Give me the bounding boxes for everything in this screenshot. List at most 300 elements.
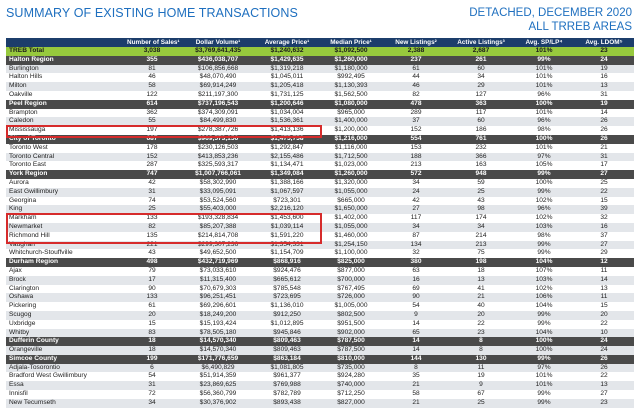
area-name-cell: New Tecumseth: [6, 399, 124, 408]
value-cell: 59: [448, 179, 514, 188]
area-name-cell: Toronto West: [6, 144, 124, 153]
area-name-cell: Toronto Central: [6, 153, 124, 162]
value-cell: $740,000: [318, 381, 384, 390]
value-cell: 63: [384, 267, 448, 276]
table-row: [6, 197, 634, 206]
value-cell: $33,095,091: [180, 188, 256, 197]
table-row: [6, 329, 634, 338]
table-row: [6, 91, 634, 100]
value-cell: 130: [448, 355, 514, 364]
column-header: Average Price¹: [256, 38, 318, 47]
value-cell: 152: [124, 153, 180, 162]
table-row: [6, 126, 634, 135]
value-cell: 18: [448, 267, 514, 276]
area-name-cell: Oakville: [6, 91, 124, 100]
value-cell: 98%: [514, 126, 574, 135]
value-cell: 13: [448, 276, 514, 285]
table-row: [6, 73, 634, 82]
value-cell: $214,814,708: [180, 232, 256, 241]
value-cell: 69: [384, 285, 448, 294]
area-name-cell: East Gwillimbury: [6, 188, 124, 197]
value-cell: $1,429,635: [256, 56, 318, 65]
value-cell: 35: [384, 372, 448, 381]
value-cell: 380: [384, 258, 448, 267]
value-cell: 102%: [514, 214, 574, 223]
area-name-cell: York Region: [6, 170, 124, 179]
value-cell: 34: [124, 399, 180, 408]
value-cell: 21: [448, 293, 514, 302]
value-cell: 99%: [514, 320, 574, 329]
value-cell: 20: [574, 311, 634, 320]
value-cell: 32: [574, 214, 634, 223]
value-cell: 188: [384, 153, 448, 162]
value-cell: 29: [448, 82, 514, 91]
value-cell: 99%: [514, 399, 574, 408]
value-cell: $992,495: [318, 73, 384, 82]
value-cell: 8: [384, 364, 448, 373]
value-cell: 99%: [514, 311, 574, 320]
table-row: [6, 311, 634, 320]
value-cell: $785,548: [256, 285, 318, 294]
table-row: [6, 302, 634, 311]
table-row: [6, 223, 634, 232]
value-cell: $902,000: [318, 329, 384, 338]
value-cell: 58: [124, 82, 180, 91]
value-cell: 144: [384, 355, 448, 364]
value-cell: 40: [448, 302, 514, 311]
value-cell: 99%: [514, 188, 574, 197]
value-cell: 24: [574, 337, 634, 346]
value-cell: $1,254,150: [318, 241, 384, 250]
value-cell: $700,000: [318, 276, 384, 285]
value-cell: $827,000: [318, 399, 384, 408]
value-cell: 34: [448, 223, 514, 232]
value-cell: 60: [448, 117, 514, 126]
value-cell: $85,207,388: [180, 223, 256, 232]
value-cell: 261: [448, 56, 514, 65]
value-cell: $18,249,200: [180, 311, 256, 320]
value-cell: $1,007,766,061: [180, 170, 256, 179]
value-cell: 19: [448, 372, 514, 381]
value-cell: 54: [384, 302, 448, 311]
value-cell: $30,376,902: [180, 399, 256, 408]
value-cell: $48,070,490: [180, 73, 256, 82]
value-cell: 18: [124, 346, 180, 355]
table-row: [6, 249, 634, 258]
value-cell: $726,000: [318, 293, 384, 302]
value-cell: 174: [448, 214, 514, 223]
value-cell: $325,593,317: [180, 161, 256, 170]
value-cell: 9: [448, 381, 514, 390]
value-cell: $782,789: [256, 390, 318, 399]
value-cell: $2,155,486: [256, 153, 318, 162]
value-cell: $1,154,709: [256, 249, 318, 258]
table-row: [6, 188, 634, 197]
value-cell: 100%: [514, 135, 574, 144]
value-cell: 16: [574, 223, 634, 232]
value-cell: 100%: [514, 337, 574, 346]
value-cell: 34: [384, 223, 448, 232]
value-cell: 101%: [514, 144, 574, 153]
value-cell: 134: [384, 241, 448, 250]
value-cell: $374,309,091: [180, 109, 256, 118]
value-cell: 101%: [514, 372, 574, 381]
value-cell: $1,100,000: [318, 249, 384, 258]
value-cell: 572: [384, 170, 448, 179]
column-header: Median Price¹: [318, 38, 384, 47]
value-cell: $1,034,004: [256, 109, 318, 118]
table-header-row: [6, 38, 634, 47]
value-cell: 61: [124, 302, 180, 311]
value-cell: $712,250: [318, 390, 384, 399]
value-cell: 12: [574, 258, 634, 267]
value-cell: 27: [574, 170, 634, 179]
value-cell: 104%: [514, 329, 574, 338]
value-cell: 366: [448, 153, 514, 162]
value-cell: 22: [574, 320, 634, 329]
table-row: [6, 144, 634, 153]
value-cell: 117: [448, 109, 514, 118]
value-cell: $1,562,500: [318, 91, 384, 100]
value-cell: 17: [574, 161, 634, 170]
value-cell: 21: [574, 144, 634, 153]
region-row: [6, 100, 634, 109]
value-cell: $1,413,136: [256, 126, 318, 135]
table-row: [6, 214, 634, 223]
value-cell: 133: [124, 214, 180, 223]
column-header: Active Listings³: [448, 38, 514, 47]
value-cell: 8: [448, 337, 514, 346]
value-cell: 23: [574, 47, 634, 56]
value-cell: 31: [574, 153, 634, 162]
value-cell: $15,193,424: [180, 320, 256, 329]
value-cell: 20: [448, 311, 514, 320]
area-name-cell: Brampton: [6, 109, 124, 118]
value-cell: 10: [574, 329, 634, 338]
table-row: [6, 390, 634, 399]
value-cell: 133: [124, 293, 180, 302]
value-cell: 100%: [514, 346, 574, 355]
value-cell: 2,687: [448, 47, 514, 56]
table-row: [6, 381, 634, 390]
value-cell: 99%: [514, 170, 574, 179]
area-name-cell: Burlington: [6, 65, 124, 74]
value-cell: 87: [384, 232, 448, 241]
value-cell: 27: [574, 241, 634, 250]
value-cell: $193,328,834: [180, 214, 256, 223]
value-cell: $1,354,331: [256, 241, 318, 250]
value-cell: 25: [448, 188, 514, 197]
value-cell: 55: [124, 117, 180, 126]
value-cell: 23: [574, 399, 634, 408]
value-cell: 96%: [514, 91, 574, 100]
value-cell: 20: [124, 311, 180, 320]
value-cell: 6: [124, 364, 180, 373]
value-cell: 31: [574, 91, 634, 100]
area-name-cell: Oshawa: [6, 293, 124, 302]
table-row: [6, 346, 634, 355]
value-cell: 27: [384, 205, 448, 214]
table-body: [6, 47, 634, 408]
value-cell: $171,776,659: [180, 355, 256, 364]
value-cell: 58: [384, 390, 448, 399]
value-cell: $55,403,000: [180, 205, 256, 214]
table-row: [6, 179, 634, 188]
value-cell: $1,134,471: [256, 161, 318, 170]
value-cell: 197: [124, 126, 180, 135]
value-cell: $3,769,641,435: [180, 47, 256, 56]
value-cell: $2,216,120: [256, 205, 318, 214]
value-cell: 26: [574, 135, 634, 144]
value-cell: 39: [574, 205, 634, 214]
value-cell: 60: [448, 65, 514, 74]
value-cell: 237: [384, 56, 448, 65]
value-cell: 213: [448, 241, 514, 250]
value-cell: 24: [574, 346, 634, 355]
value-cell: 214: [448, 232, 514, 241]
value-cell: 29: [574, 249, 634, 258]
value-cell: 2,388: [384, 47, 448, 56]
region-row: [6, 135, 634, 144]
value-cell: $1,400,000: [318, 117, 384, 126]
region-row: [6, 258, 634, 267]
area-name-cell: Ajax: [6, 267, 124, 276]
region-row: [6, 355, 634, 364]
value-cell: 15: [574, 197, 634, 206]
value-cell: 213: [384, 161, 448, 170]
value-cell: $14,570,340: [180, 346, 256, 355]
area-name-cell: Whitby: [6, 329, 124, 338]
table-row: [6, 399, 634, 408]
column-header: Avg. LDOM⁵: [574, 38, 634, 47]
value-cell: $1,200,000: [318, 126, 384, 135]
table-row: [6, 285, 634, 294]
area-name-cell: Durham Region: [6, 258, 124, 267]
value-cell: $1,039,114: [256, 223, 318, 232]
value-cell: 21: [384, 381, 448, 390]
report-subtitle: [469, 6, 632, 34]
value-cell: 15: [574, 302, 634, 311]
area-name-cell: Simcoe County: [6, 355, 124, 364]
column-header: New Listings²: [384, 38, 448, 47]
value-cell: $230,126,503: [180, 144, 256, 153]
value-cell: $769,988: [256, 381, 318, 390]
value-cell: $809,463: [256, 346, 318, 355]
value-cell: 83: [124, 329, 180, 338]
value-cell: 26: [574, 364, 634, 373]
value-cell: $1,130,393: [318, 82, 384, 91]
value-cell: $1,320,000: [318, 179, 384, 188]
value-cell: 363: [448, 100, 514, 109]
table-row: [6, 82, 634, 91]
value-cell: $723,695: [256, 293, 318, 302]
value-cell: $1,475,758: [256, 135, 318, 144]
value-cell: $278,387,726: [180, 126, 256, 135]
value-cell: 26: [574, 355, 634, 364]
value-cell: 13: [574, 82, 634, 91]
value-cell: 103%: [514, 223, 574, 232]
area-name-cell: Brock: [6, 276, 124, 285]
value-cell: 14: [384, 320, 448, 329]
value-cell: 31: [124, 188, 180, 197]
value-cell: 16: [574, 73, 634, 82]
value-cell: 17: [124, 276, 180, 285]
area-name-cell: Pickering: [6, 302, 124, 311]
value-cell: 100%: [514, 100, 574, 109]
value-cell: 101%: [514, 82, 574, 91]
value-cell: $1,092,500: [318, 47, 384, 56]
value-cell: 122: [124, 91, 180, 100]
value-cell: $810,000: [318, 355, 384, 364]
value-cell: 199: [124, 355, 180, 364]
value-cell: 117: [384, 214, 448, 223]
total-row: [6, 47, 634, 56]
column-header: Dollar Volume¹: [180, 38, 256, 47]
value-cell: $53,524,560: [180, 197, 256, 206]
value-cell: 289: [384, 109, 448, 118]
value-cell: 32: [384, 249, 448, 258]
value-cell: 26: [574, 126, 634, 135]
value-cell: 687: [124, 135, 180, 144]
value-cell: 498: [124, 258, 180, 267]
value-cell: $1,460,000: [318, 232, 384, 241]
value-cell: $912,250: [256, 311, 318, 320]
value-cell: 25: [448, 399, 514, 408]
value-cell: 362: [124, 109, 180, 118]
value-cell: 11: [448, 364, 514, 373]
value-cell: 96%: [514, 205, 574, 214]
value-cell: $1,240,632: [256, 47, 318, 56]
value-cell: $863,184: [256, 355, 318, 364]
area-name-cell: Peel Region: [6, 100, 124, 109]
value-cell: 107%: [514, 267, 574, 276]
value-cell: $11,315,400: [180, 276, 256, 285]
value-cell: 97%: [514, 153, 574, 162]
value-cell: $665,612: [256, 276, 318, 285]
area-name-cell: Dufferin County: [6, 337, 124, 346]
value-cell: 82: [124, 223, 180, 232]
value-cell: $1,080,000: [318, 100, 384, 109]
area-name-cell: Scugog: [6, 311, 124, 320]
value-cell: $1,055,000: [318, 188, 384, 197]
value-cell: 3,038: [124, 47, 180, 56]
value-cell: 67: [448, 390, 514, 399]
value-cell: $1,012,895: [256, 320, 318, 329]
value-cell: 98%: [514, 232, 574, 241]
table-row: [6, 205, 634, 214]
value-cell: $1,200,646: [256, 100, 318, 109]
value-cell: 11: [574, 267, 634, 276]
value-cell: 16: [384, 276, 448, 285]
area-name-cell: Halton Hills: [6, 73, 124, 82]
value-cell: $1,402,000: [318, 214, 384, 223]
value-cell: 163: [448, 161, 514, 170]
value-cell: 221: [124, 241, 180, 250]
value-cell: $1,023,000: [318, 161, 384, 170]
value-cell: 90: [124, 285, 180, 294]
value-cell: $96,251,451: [180, 293, 256, 302]
region-row: [6, 337, 634, 346]
area-name-cell: Richmond Hill: [6, 232, 124, 241]
area-name-cell: Milton: [6, 82, 124, 91]
value-cell: 102%: [514, 197, 574, 206]
value-cell: $1,292,847: [256, 144, 318, 153]
value-cell: 65: [384, 329, 448, 338]
value-cell: 44: [384, 73, 448, 82]
value-cell: 72: [124, 390, 180, 399]
value-cell: 34: [384, 179, 448, 188]
value-cell: 46: [124, 73, 180, 82]
value-cell: $877,000: [318, 267, 384, 276]
value-cell: 90: [384, 293, 448, 302]
value-cell: $965,000: [318, 109, 384, 118]
value-cell: $924,280: [318, 372, 384, 381]
table-row: [6, 109, 634, 118]
value-cell: $809,463: [256, 337, 318, 346]
value-cell: 42: [384, 197, 448, 206]
value-cell: 554: [384, 135, 448, 144]
value-cell: $436,038,707: [180, 56, 256, 65]
report-subtitle-type: DETACHED, DECEMBER 2020: [469, 7, 632, 19]
value-cell: 41: [448, 285, 514, 294]
value-cell: 14: [574, 276, 634, 285]
value-cell: $106,856,668: [180, 65, 256, 74]
value-cell: 25: [574, 179, 634, 188]
value-cell: 22: [574, 372, 634, 381]
value-cell: $1,116,000: [318, 144, 384, 153]
value-cell: 98: [448, 205, 514, 214]
value-cell: $58,302,990: [180, 179, 256, 188]
value-cell: 614: [124, 100, 180, 109]
value-cell: 99%: [514, 355, 574, 364]
value-cell: $1,731,125: [256, 91, 318, 100]
value-cell: $1,081,805: [256, 364, 318, 373]
value-cell: $945,846: [256, 329, 318, 338]
value-cell: $825,000: [318, 258, 384, 267]
value-cell: $1,045,011: [256, 73, 318, 82]
value-cell: $49,652,500: [180, 249, 256, 258]
value-cell: $432,719,969: [180, 258, 256, 267]
value-cell: 99%: [514, 390, 574, 399]
value-cell: 11: [574, 293, 634, 302]
value-cell: $78,505,180: [180, 329, 256, 338]
area-name-cell: Innisfil: [6, 390, 124, 399]
value-cell: 97%: [514, 364, 574, 373]
value-cell: $23,869,625: [180, 381, 256, 390]
value-cell: 101%: [514, 73, 574, 82]
value-cell: $69,914,249: [180, 82, 256, 91]
value-cell: 198: [448, 258, 514, 267]
value-cell: 761: [448, 135, 514, 144]
area-name-cell: Toronto East: [6, 161, 124, 170]
value-cell: $787,500: [318, 346, 384, 355]
value-cell: 23: [448, 329, 514, 338]
region-row: [6, 170, 634, 179]
value-cell: $961,377: [256, 372, 318, 381]
value-cell: $1,388,166: [256, 179, 318, 188]
value-cell: 14: [384, 346, 448, 355]
value-cell: 232: [448, 144, 514, 153]
table-row: [6, 320, 634, 329]
table-row: [6, 364, 634, 373]
value-cell: 82: [384, 91, 448, 100]
value-cell: 101%: [514, 65, 574, 74]
value-cell: 102%: [514, 285, 574, 294]
value-cell: 135: [124, 232, 180, 241]
value-cell: 75: [448, 249, 514, 258]
value-cell: 747: [124, 170, 180, 179]
value-cell: $14,570,340: [180, 337, 256, 346]
